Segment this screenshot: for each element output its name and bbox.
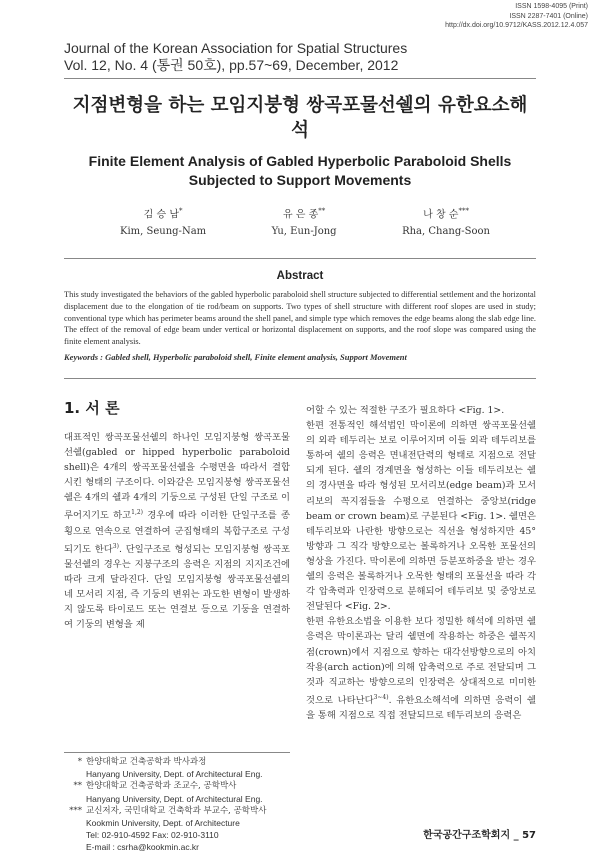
text-run: 한편 유한요소법을 이용한 보다 정밀한 해석에 의하면 쉘응력은 막이론과는 달리 쉘면에 작용하는 하중은 쉘꼭지점(crown)에서 지점으로 향하는 대각선방향으로의 아치작용(arch action)에 의해 압축력으로 주로 전달되며 그것과 직교하는 방향으로의 인장력은 상대적으로 미미한 것으로 나타난다 [306, 616, 536, 706]
footnote-2 [64, 780, 294, 792]
text-run: . 유한요소해석에 의하면 응력이 쉘을 통해 지점으로 직접 전달되므로 테두리보의 응력은 [306, 694, 536, 721]
author-2 [272, 203, 337, 240]
footnote-english: Kookmin University, Dept. of Architecture [86, 818, 240, 829]
page-footer: 한국공간구조학회지 _ 57 [423, 830, 536, 841]
abstract-text: This study investigated the behaviors of the gabled hyperbolic paraboloid shell structure subjected to differential settlement and the horizontal displacement due to the elongation of tie rod/beam on supports. Two types of shell structure with different roof slopes are used in study; conventional type which has perimeter beams around the shell panel, and simple type which removes the edge beams along the slab edge line. The effect of the removal of edge beam under vertical or horizontal displacement on supports, and the roof slope was compared using the finite element analysis. [64, 290, 536, 347]
author-2-english: Yu, Eun-Jong [271, 226, 337, 238]
text-run: 경우에 따라 이러한 단일구조를 종횡으로 연속으로 연결하여 군집형태의 복합구조로 구성되기도 한다 [64, 510, 290, 555]
title-korean: 지점변형을 하는 모임지붕형 쌍곡포물선쉘의 유한요소해석 [72, 95, 528, 141]
reference-mark: 3) [112, 542, 119, 550]
footnote-english: Hanyang University, Dept. of Architectural Eng. [86, 769, 263, 780]
abstract-top-divider [64, 258, 536, 259]
author-3-mark: *** [458, 207, 469, 215]
footnote-mark: * [77, 757, 82, 767]
body-right-column [306, 403, 536, 723]
author-3-korean: 나 창 순 [423, 209, 459, 221]
author-1-korean: 김 승 남 [143, 209, 179, 221]
contact-email[interactable]: E-mail : csrha@kookmin.ac.kr [86, 842, 200, 853]
paragraph-continued: 어할 수 있는 적절한 구조가 필요하다 <Fig. 1>. [306, 405, 505, 416]
reference-mark: 1,2) [131, 509, 144, 517]
paragraph-intro [64, 430, 290, 632]
doi-link[interactable]: http://dx.doi.org/10.9712/KASS.2012.12.4.057 [445, 22, 588, 29]
author-1 [120, 203, 206, 240]
footnote-korean: 한양대학교 건축공학과 박사과정 [86, 757, 207, 767]
footnote-mark: *** [69, 805, 82, 816]
footnote-mark: ** [73, 781, 82, 792]
author-1-mark: * [178, 207, 183, 215]
author-2-mark: ** [318, 207, 326, 215]
section-heading-introduction: 1. 서 론 [64, 399, 120, 417]
issn-print: ISSN 1598-4095 (Print) [515, 3, 588, 10]
abstract-bottom-divider [64, 378, 536, 379]
body-left-column [64, 430, 290, 632]
footnote-3 [64, 805, 294, 817]
title-english: Finite Element Analysis of Gabled Hyperbolic Paraboloid Shells Subjected to Support Movements [88, 153, 512, 188]
journal-name: Journal of the Korean Association for Spatial Structures [64, 40, 408, 56]
issn-block [328, 2, 588, 31]
footnote-korean: 교신저자, 국민대학교 건축학과 부교수, 공학박사 [86, 805, 267, 816]
text-run: . 단일구조로 형성되는 모임지붕형 쌍곡포물선쉘의 경우는 지붕구조의 응력은 지점의 지지조건에 따라 크게 달라진다. 단일 모임지붕형 쌍곡포물선쉘의 네 모서리 지점, 즉 기둥의 변위는 과도한 변형이 발생하지 않도록 타이로드 또는 연결보 등으로 기둥을 연결하여 기둥의 변형을 제 [64, 543, 290, 631]
issn-online: ISSN 2287-7401 (Online) [509, 12, 588, 20]
footnote-divider [64, 752, 290, 753]
footnote-1 [64, 756, 294, 768]
journal-header [64, 40, 544, 74]
paragraph-membrane-theory: 한편 전통적인 해석법인 막이론에 의하면 쌍곡포물선쉘의 외곽 테두리는 보로 이루어지며 이들 외곽 테두리보를 통하여 쉘의 응력은 면내전단력의 형태로 지점으로 전달되게 된다. 쉘의 경계면을 형성하는 이들 테두리보는 쉘의 경사면을 따라 형성된 모서리보(edge beam)과 모서리보의 꼭지점들을 수평으로 연결하는 중앙보(ridge beam or crown beam)로 구분된다 <Fig. 1>. 쉘면은 테두리보와 나란한 방향으로는 직선을 형성하지만 45° 방향과 그 직각 방향으로는 볼록하거나 오목한 포물선의 형상을 가진다. 막이론에 의하면 등분포하중을 받는 경우 쉘의 응력은 볼록하거나 오목한 형태의 포물선을 따라 각각 압축력과 인장력으로 분해되어 테두리보 및 중앙보로 전달된다 <Fig. 2>. [306, 420, 536, 613]
abstract-heading: Abstract [276, 270, 324, 282]
footnote-english: Hanyang University, Dept. of Architectural Eng. [86, 793, 263, 804]
author-1-english: Kim, Seung-Nam [120, 226, 207, 238]
reference-mark: 3~4) [373, 693, 389, 701]
author-3-english: Rha, Chang-Soon [402, 226, 490, 238]
author-list [120, 203, 490, 240]
header-divider [64, 78, 536, 79]
text-run: 대표적인 쌍곡포물선쉘의 하나인 모임지붕형 쌍곡포물선쉘(gabled or hipped hyperbolic paraboloid shell)은 4개의 쌍곡포물선쉘을 수평면을 따라서 결합시킨 형태의 구조이다. 이와같은 모임지붕형 쌍곡포물선쉘은 4개의 쉘과 4개의 기둥으로 구성된 단일 구조로 이루어지기도 하고 [64, 432, 290, 522]
author-3 [402, 203, 490, 240]
volume-line: Vol. 12, No. 4 (통권 50호), pp.57~69, December, 2012 [64, 57, 399, 73]
keywords: Keywords : Gabled shell, Hyperbolic paraboloid shell, Finite element analysis, Support Movement [64, 352, 407, 362]
paragraph-fem [306, 614, 536, 723]
footnotes [64, 756, 294, 854]
contact-phone: Tel: 02-910-4592 Fax: 02-910-3110 [86, 830, 219, 841]
footnote-korean: 한양대학교 건축공학과 조교수, 공학박사 [86, 781, 237, 792]
author-2-korean: 유 은 종 [282, 209, 319, 221]
